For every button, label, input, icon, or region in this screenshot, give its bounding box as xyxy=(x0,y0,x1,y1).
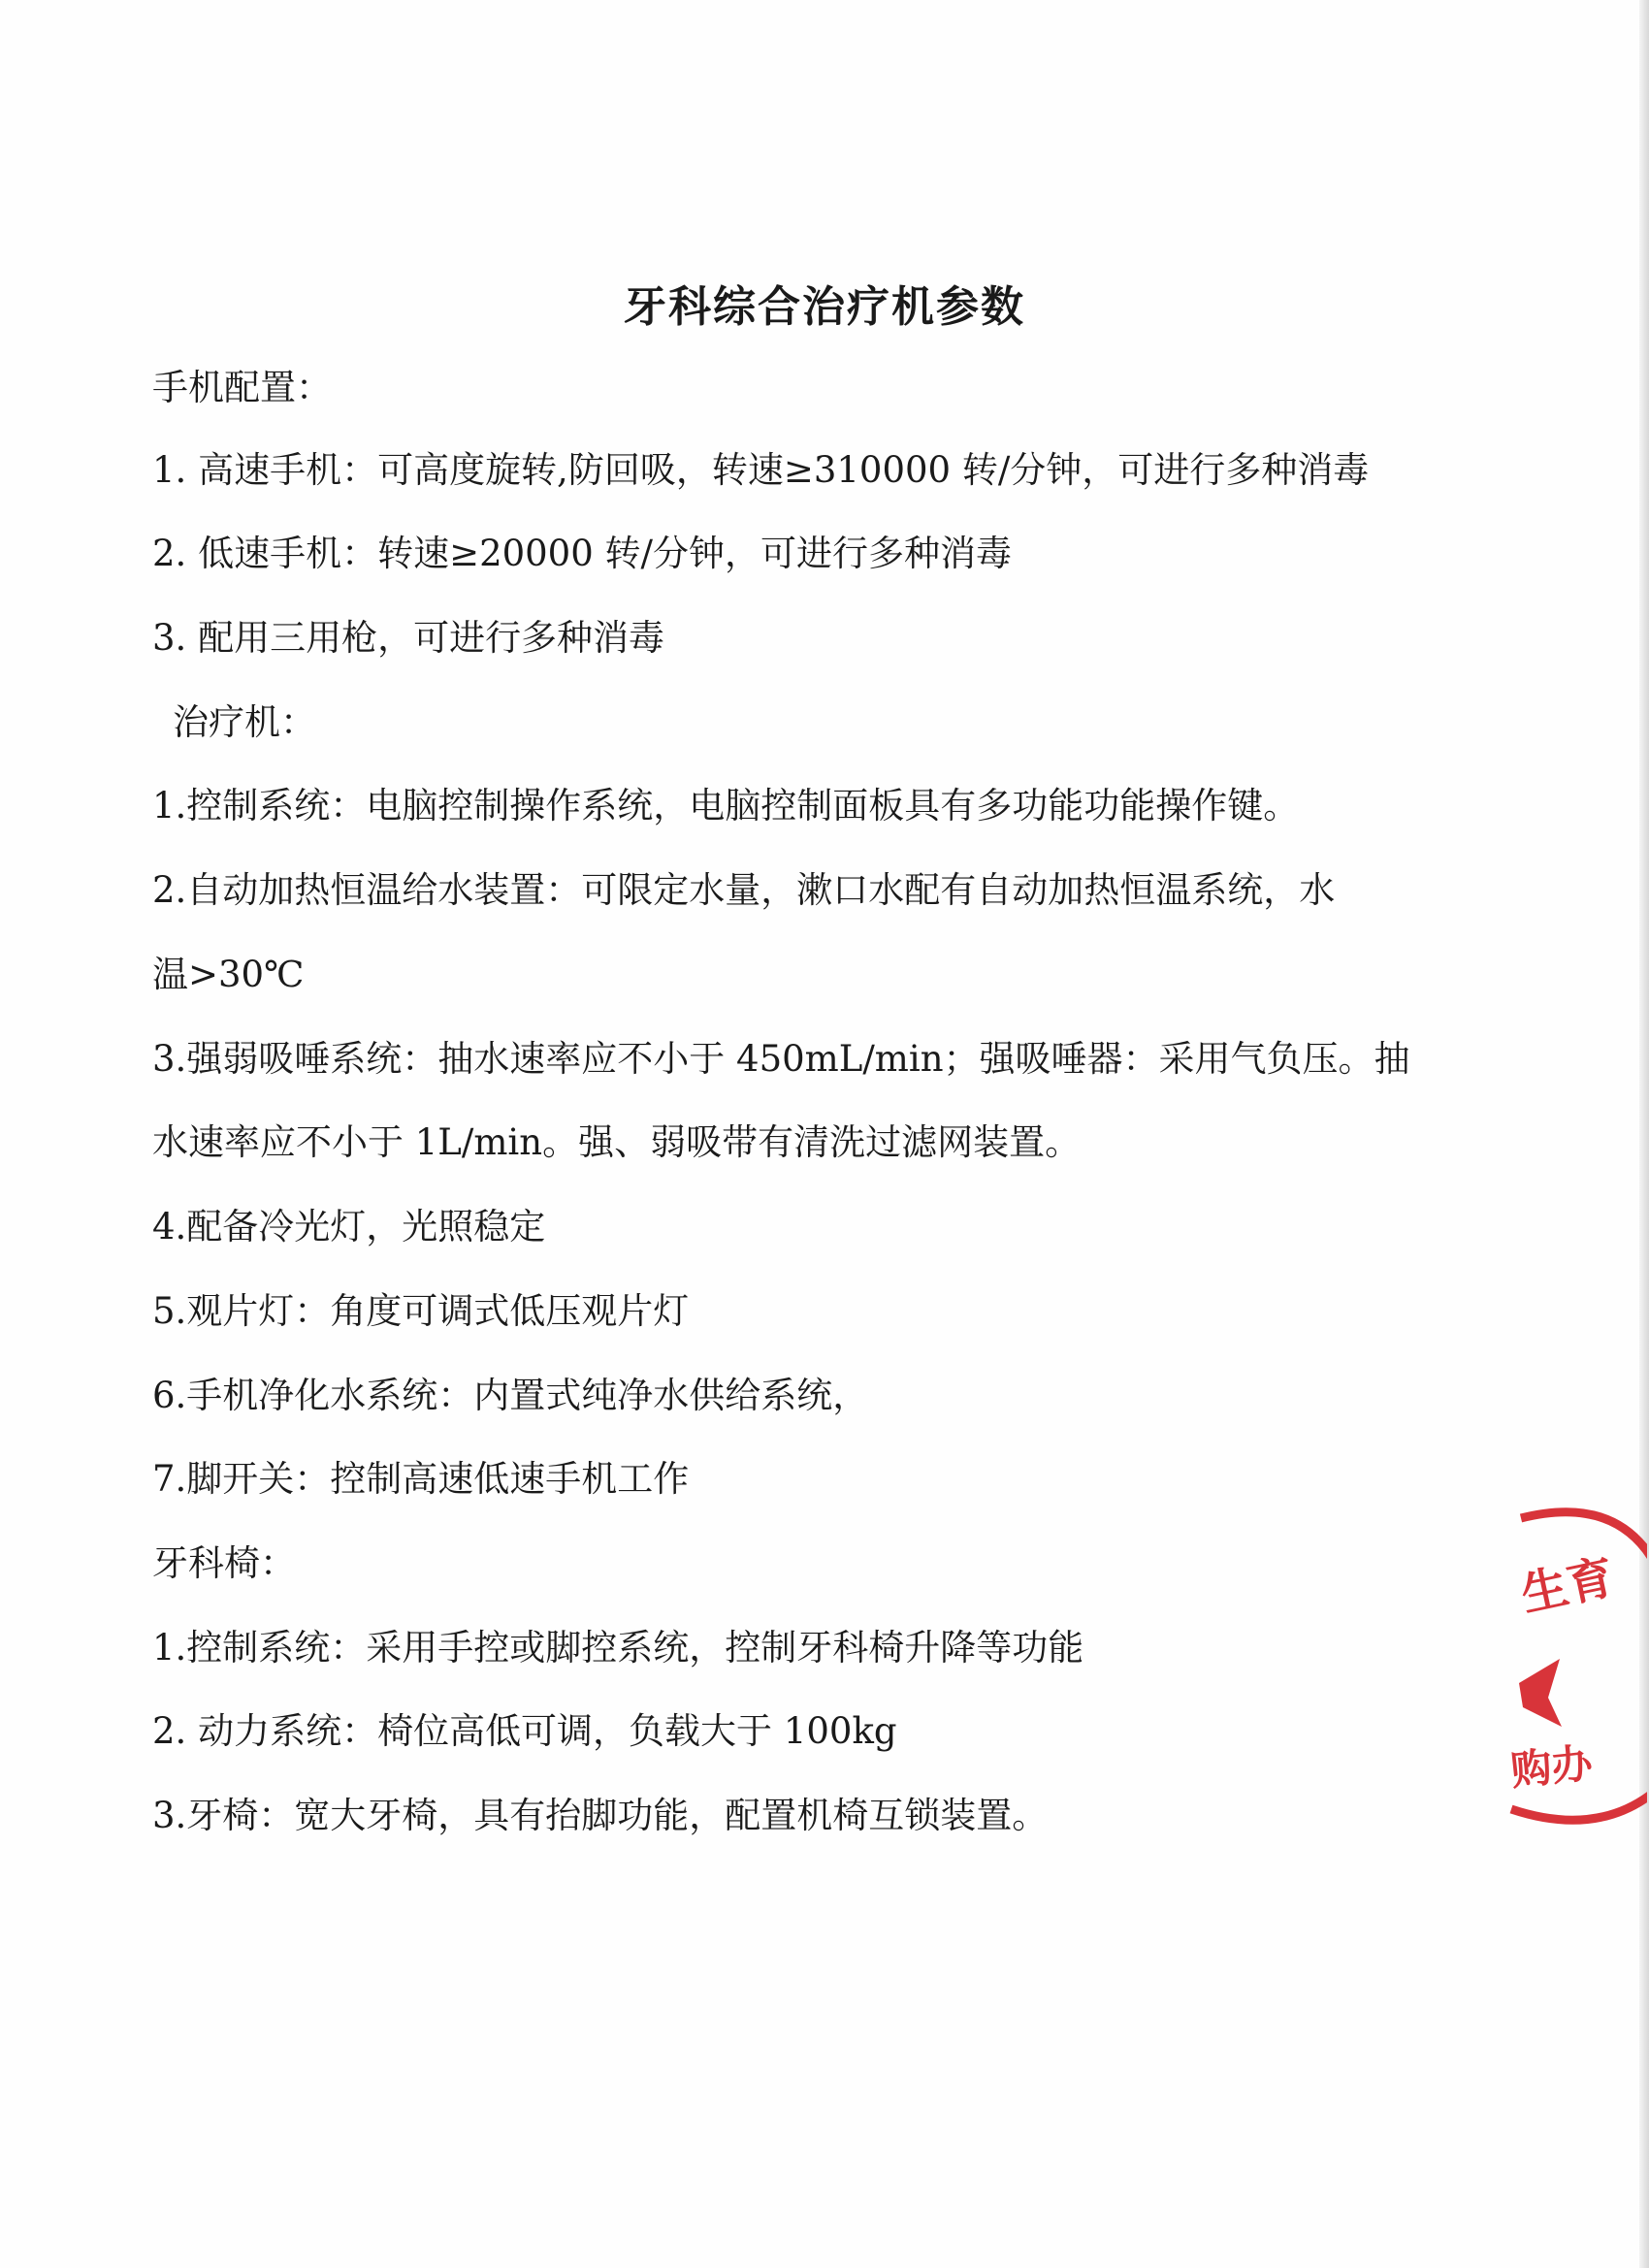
handpiece-item-2: 2. 低速手机：转速≥20000 转/分钟，可进行多种消毒 xyxy=(152,533,1012,574)
section-heading-handpiece: 手机配置： xyxy=(152,367,332,408)
svg-text:生育: 生育 xyxy=(1516,1549,1619,1623)
chair-item-2: 2. 动力系统：椅位高低可调，负载大于 100kg xyxy=(152,1710,897,1752)
treatment-item-3: 3.强弱吸唾系统：抽水速率应不小于 450mL/min；强吸唾器：采用气负压。抽 xyxy=(152,1038,1410,1080)
treatment-item-3-cont: 水速率应不小于 1L/min。强、弱吸带有清洗过滤网装置。 xyxy=(152,1121,1082,1163)
treatment-item-7: 7.脚开关：控制高速低速手机工作 xyxy=(152,1458,690,1500)
section-heading-treatment-unit: 治疗机： xyxy=(173,701,316,743)
treatment-item-2-cont: 温>30℃ xyxy=(152,954,305,995)
treatment-item-4: 4.配备冷光灯，光照稳定 xyxy=(152,1206,546,1247)
handpiece-item-3: 3. 配用三用枪，可进行多种消毒 xyxy=(152,617,665,659)
treatment-item-6: 6.手机净化水系统：内置式纯净水供给系统， xyxy=(152,1375,869,1416)
treatment-item-5: 5.观片灯：角度可调式低压观片灯 xyxy=(152,1290,690,1332)
page-edge-shadow xyxy=(1639,0,1649,2268)
svg-text:购办: 购办 xyxy=(1508,1738,1595,1796)
section-heading-dental-chair: 牙科椅： xyxy=(152,1542,296,1584)
handpiece-item-1: 1. 高速手机：可高度旋转,防回吸，转速≥310000 转/分钟，可进行多种消毒 xyxy=(152,449,1370,491)
chair-item-3: 3.牙椅：宽大牙椅，具有抬脚功能，配置机椅互锁装置。 xyxy=(152,1795,1049,1836)
treatment-item-2: 2.自动加热恒温给水装置：可限定水量，漱口水配有自动加热恒温系统，水 xyxy=(152,869,1336,911)
official-seal-stamp xyxy=(1502,1499,1647,1848)
chair-item-1: 1.控制系统：采用手控或脚控系统，控制牙科椅升降等功能 xyxy=(152,1627,1084,1669)
document-title: 牙科综合治疗机参数 xyxy=(624,282,1025,332)
treatment-item-1: 1.控制系统：电脑控制操作系统，电脑控制面板具有多功能功能操作键。 xyxy=(152,785,1300,826)
